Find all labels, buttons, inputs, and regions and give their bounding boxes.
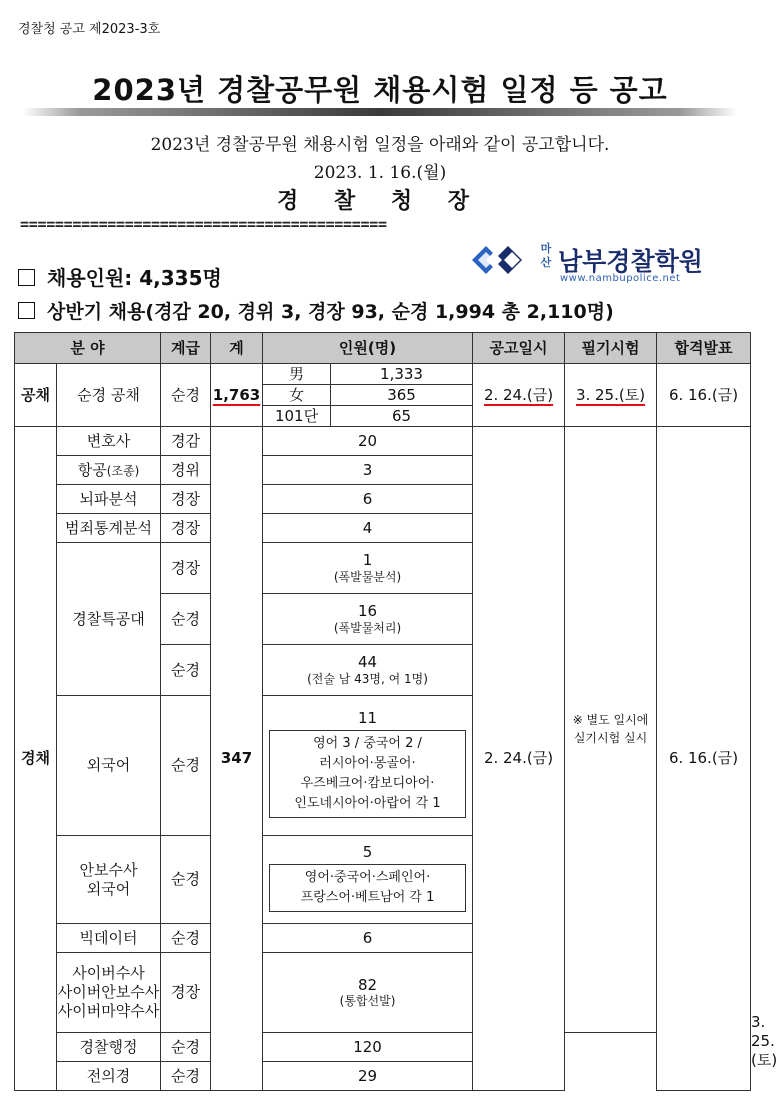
field-cell: 순경 공채 [57,364,161,427]
count-cell: 20 [263,427,473,456]
header-exam: 필기시험 [565,333,657,364]
field-cell: 외국어 [57,696,161,836]
page-title: 2023년 경찰공무원 채용시험 일정 등 공고 [92,73,668,107]
rank-cell: 경장 [161,514,211,543]
group-cell: 男 [263,364,331,385]
group-cell: 101단 [263,406,331,427]
count-cell: 6 [263,485,473,514]
header-headcount: 인원(명) [263,333,473,364]
header-announce: 공고일시 [473,333,565,364]
total-cell: 347 [211,427,263,1091]
header-total: 계 [211,333,263,364]
field-cell: 전의경 [57,1062,161,1091]
announce-cell: 2. 24.(금) [473,427,565,1091]
count-cell: 5 영어·중국어·스페인어· 프랑스어·베트남어 각 1 [263,836,473,924]
group-cell: 女 [263,385,331,406]
count-cell: 11 영어 3 / 중국어 2 / 러시아어·몽골어· 우즈베크어·캄보디아어· 인도네시아어·아랍어 각 1 [263,696,473,836]
logo-sub-text: 마산 [540,242,552,269]
category-gyeongchae: 경채 [15,427,57,1091]
rank-cell: 경감 [161,427,211,456]
count-cell: 1,333 [331,364,473,385]
announce-cell: 2. 24.(금) [473,364,565,427]
count-cell: 29 [263,1062,473,1091]
count-cell: 120 [263,1033,473,1062]
count-cell: 65 [331,406,473,427]
count-cell: 365 [331,385,473,406]
schedule-table [14,332,777,1091]
count-cell: 82 (통합선발) [263,953,473,1033]
logo-url: www.nambupolice.net [560,273,681,284]
field-cell: 안보수사 외국어 [57,836,161,924]
table-row [15,427,751,456]
table-row [15,364,751,385]
checkbox-square-icon [18,269,35,286]
table-row [15,1033,751,1062]
rank-cell: 경장 [161,485,211,514]
count-cell: 6 [263,924,473,953]
rank-cell: 순경 [161,696,211,836]
intro-text: 2023년 경찰공무원 채용시험 일정을 아래와 같이 공고합니다. [150,135,610,155]
field-cell: 항공(조종) [57,456,161,485]
language-detail-box: 영어·중국어·스페인어· 프랑스어·베트남어 각 1 [269,864,466,912]
rank-cell: 경위 [161,456,211,485]
language-detail-box: 영어 3 / 중국어 2 / 러시아어·몽골어· 우즈베크어·캄보디아어· 인도네시아어·아랍어 각 1 [269,730,466,819]
field-cell: 뇌파분석 [57,485,161,514]
table-row [15,1062,751,1091]
rank-cell: 순경 [161,836,211,924]
count-cell: 3 [263,456,473,485]
field-cell: 경찰행정 [57,1033,161,1062]
issuer-name: 경 찰 청 장 [277,188,483,214]
field-cell: 사이버수사 사이버안보수사 사이버마약수사 [57,953,161,1033]
rank-cell: 경장 [161,953,211,1033]
field-cell: 빅데이터 [57,924,161,953]
count-cell: 16 (폭발물처리) [263,594,473,645]
header-rank: 계급 [161,333,211,364]
headline-first-half: 상반기 채용(경감 20, 경위 3, 경장 93, 순경 1,994 총 2,110명) [18,297,614,324]
count-cell: 44 (전술 남 43명, 여 1명) [263,645,473,696]
exam-note-cell: ※ 별도 일시에 실기시험 실시 [565,427,657,1033]
notice-number: 경찰청 공고 제2023-3호 [18,22,161,37]
rank-cell: 순경 [161,645,211,696]
exam-cell: 3. 25.(토) [565,364,657,427]
separator-line: ========================================== [20,215,387,233]
header-field: 분 야 [15,333,161,364]
table-header-row [15,333,751,364]
category-gongchae: 공채 [15,364,57,427]
count-cell: 1 (폭발물분석) [263,543,473,594]
logo-name: 남부경찰학원 [558,247,703,276]
notice-date: 2023. 1. 16.(월) [313,163,447,183]
result-cell: 6. 16.(금) [657,427,751,1091]
rank-cell: 순경 [161,594,211,645]
header-result: 합격발표 [657,333,751,364]
total-cell: 1,763 [211,364,263,427]
logo-mark-icon [468,240,530,280]
rank-cell: 순경 [161,1062,211,1091]
headline-total: 채용인원: 4,335명 [18,262,222,291]
rank-cell: 경장 [161,543,211,594]
field-cell: 변호사 [57,427,161,456]
table-row: 3. 25.(토) [751,1013,777,1069]
rank-cell: 순경 [161,924,211,953]
field-cell: 경찰특공대 [57,543,161,696]
rank-cell: 순경 [161,364,211,427]
academy-logo [468,238,730,286]
count-cell: 4 [263,514,473,543]
result-cell: 6. 16.(금) [657,364,751,427]
rank-cell: 순경 [161,1033,211,1062]
title-underline-bar [22,108,738,116]
field-cell: 범죄통계분석 [57,514,161,543]
checkbox-square-icon [18,302,35,319]
